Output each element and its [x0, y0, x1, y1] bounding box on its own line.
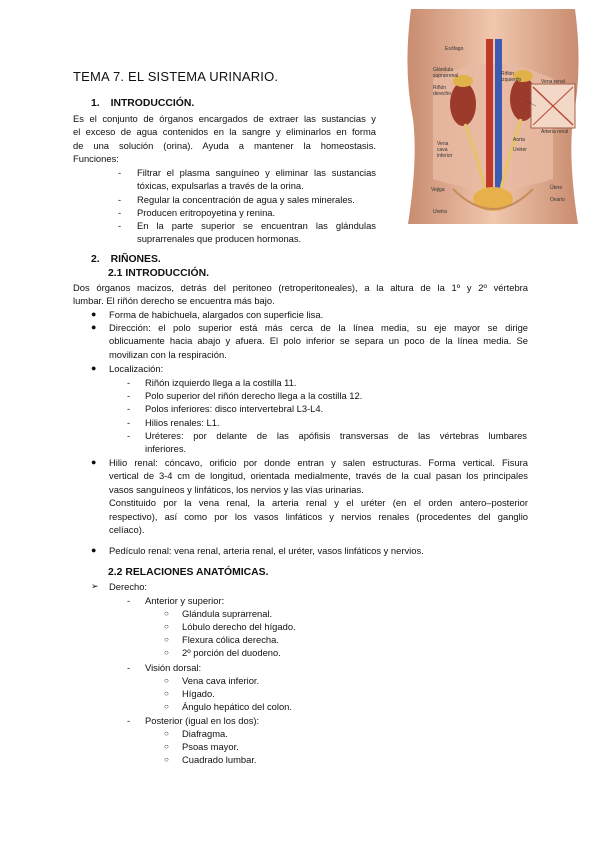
text-line: Uréteres: por delante de las apófisis transversas de las vértebras lumbares	[145, 430, 527, 441]
bullet-icon: ●	[91, 457, 97, 467]
circle-bullet-icon: ○	[164, 648, 169, 657]
text-line: Pedículo renal: vena renal, arteria renal, el uréter, vasos linfáticos y nervios.	[109, 545, 424, 556]
text-line: vasos sanguíneos y linfáticos, los nervios y las vías urinarias.	[109, 483, 364, 495]
text-line: Funciones:	[73, 153, 119, 165]
text-line: Psoas mayor.	[182, 741, 239, 752]
text-line: Forma de habichuela, alargados con superficie lisa.	[109, 309, 324, 320]
section-title: INTRODUCCIÓN.	[110, 98, 195, 109]
circle-bullet-icon: ○	[164, 676, 169, 685]
section-title: RIÑONES.	[110, 254, 161, 265]
text-line: Hilio renal: cóncavo, orificio por donde entran y salen estructuras. Forma vertical. Fisura	[109, 457, 528, 468]
figure-label: Riñón derecho	[433, 85, 452, 97]
bullet-icon: ●	[91, 322, 97, 332]
text-line: Hígado.	[182, 688, 215, 699]
circle-bullet-icon: ○	[164, 755, 169, 764]
section-2-heading	[91, 253, 161, 266]
text-line: Glándula suprarrenal.	[182, 608, 273, 619]
figure-label: Vena cava inferior	[437, 141, 453, 159]
circle-bullet-icon: ○	[164, 742, 169, 751]
figure-label: Esófago	[445, 46, 464, 52]
text-line: Derecho:	[109, 581, 148, 592]
text-line: Ángulo hepático del colon.	[182, 701, 292, 712]
page-title: TEMA 7. EL SISTEMA URINARIO.	[73, 69, 279, 84]
text-line: Riñón izquierdo llega a la costilla 11.	[145, 377, 297, 388]
bullet-icon: ●	[91, 363, 97, 373]
text-line: Posterior (igual en los dos):	[145, 715, 260, 726]
text-line: Vena cava inferior.	[182, 675, 260, 686]
figure-label: Arteria renal	[541, 129, 569, 135]
bullet-icon: ●	[91, 545, 97, 555]
text-line: Diafragma.	[182, 728, 228, 739]
text-line: celíaco).	[109, 524, 145, 536]
circle-bullet-icon: ○	[164, 609, 169, 618]
text-line: lumbar. El riñón derecho se encuentra más bajo.	[73, 295, 275, 307]
text-line: respectivo), así como por los vasos linfáticos y nervios renales (procedentes del ganglio	[109, 510, 528, 522]
circle-bullet-icon: ○	[164, 689, 169, 698]
text-line: suprarrenales que producen hormonas.	[137, 233, 302, 245]
text-line: oblicuamente hacia abajo y afuera. El polo inferior se separa un poco de la línea media. Se	[109, 335, 528, 347]
anatomy-illustration	[393, 9, 595, 224]
text-line: Es el conjunto de órganos encargados de extraer las sustancias y	[73, 113, 376, 124]
kidney-intro-paragraph	[73, 281, 528, 308]
text-line: Hilios renales: L1.	[145, 417, 220, 428]
text-line: inferiores.	[145, 443, 187, 455]
figure-label: Ovario	[550, 197, 565, 203]
text-line: vertical de 3-4 cm de longitud, orientada medialmente, través de la cual pasan los principales	[109, 470, 528, 482]
section-number: 1.	[91, 98, 100, 109]
figure-label: Aorta	[513, 137, 525, 143]
text-line: tóxicas, expulsarlas a través de la orina.	[137, 180, 304, 192]
circle-bullet-icon: ○	[164, 729, 169, 738]
text-line: Flexura cólica derecha.	[182, 634, 279, 645]
figure-label: Uréter	[513, 147, 527, 153]
text-line: 2º porción del duodeno.	[182, 647, 281, 658]
figure-label: Vena renal	[541, 79, 565, 85]
subsection-heading: 2.1 INTRODUCCIÓN.	[108, 268, 210, 279]
bullet-icon: ●	[91, 309, 97, 319]
text-line: Cuadrado lumbar.	[182, 754, 257, 765]
text-line: Polo superior del riñón derecho llega a la costilla 12.	[145, 390, 363, 401]
figure-label: Glándula suprarrenal	[433, 67, 459, 79]
section-number: 2.	[91, 254, 100, 265]
text-line: Dos órganos macizos, detrás del peritoneo (retroperitoneales), a la altura de la 1º y 2º vértebra	[73, 282, 528, 293]
text-line: Producen eritropoyetina y renina.	[137, 207, 276, 218]
circle-bullet-icon: ○	[164, 635, 169, 644]
text-line: Constituido por la vena renal, la arteria renal y el uréter (en el orden antero–posterior	[109, 497, 528, 509]
section-1-heading	[91, 97, 194, 110]
figure-label: Vejiga	[431, 187, 445, 193]
text-line: Dirección: el polo superior está más cerca de la línea media, su eje mayor se dirige	[109, 322, 528, 333]
text-line: Localización:	[109, 363, 164, 374]
urinary-system-figure	[393, 9, 595, 224]
text-line: de una solución (orina). Ayuda a mantener la homeostasis.	[73, 139, 376, 151]
text-line: En la parte superior se encuentran las glándulas	[137, 220, 376, 231]
text-line: Regular la concentración de agua y sales minerales.	[137, 194, 355, 205]
figure-label: Riñón izquierdo	[501, 71, 522, 83]
intro-paragraph	[73, 112, 376, 166]
figure-label: Uretra	[433, 209, 447, 215]
figure-label: Útero	[550, 185, 563, 191]
text-line: movilizan con la respiración.	[109, 348, 227, 360]
circle-bullet-icon: ○	[164, 702, 169, 711]
text-line: Filtrar el plasma sanguíneo y eliminar las sustancias	[137, 167, 376, 178]
circle-bullet-icon: ○	[164, 622, 169, 631]
text-line: Visión dorsal:	[145, 662, 202, 673]
text-line: Anterior y superior:	[145, 595, 225, 606]
arrow-bullet-icon: ➢	[91, 581, 99, 591]
text-line: Lóbulo derecho del hígado.	[182, 621, 296, 632]
text-line: Polos inferiores: disco intervertebral L3-L4.	[145, 403, 324, 414]
subsection-heading: 2.2 RELACIONES ANATÓMICAS.	[108, 567, 269, 578]
text-line: el exceso de agua contenidos en la sangre y eliminarlos en forma	[73, 126, 376, 138]
